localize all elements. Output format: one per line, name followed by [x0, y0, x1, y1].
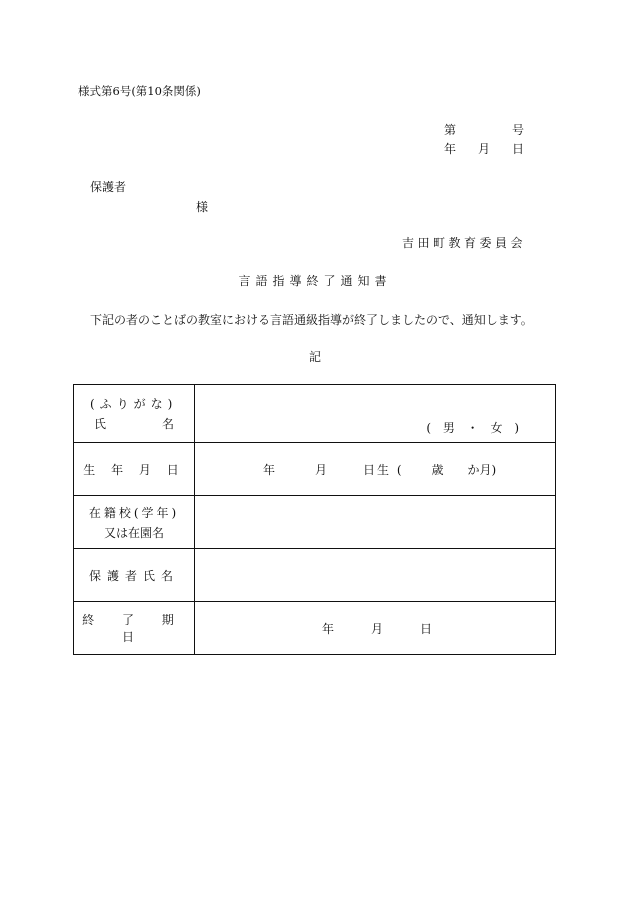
name-label-shi: 氏	[94, 417, 107, 431]
date-month: 月	[477, 142, 490, 156]
birth-fields	[195, 461, 555, 478]
end-date-label: 終 了 期 日	[74, 602, 195, 655]
notice-table	[73, 384, 556, 655]
addressee-label: 保護者	[90, 180, 127, 194]
end-date-value-cell[interactable]	[195, 602, 556, 655]
issue-date-line	[444, 143, 524, 155]
school-value-cell[interactable]	[195, 496, 556, 549]
birth-age: 歳	[431, 462, 444, 477]
document-number-line	[444, 124, 524, 136]
name-label-cell	[74, 385, 195, 443]
name-value-cell[interactable]	[195, 385, 556, 443]
table-row-end-date	[74, 602, 556, 655]
end-date-fields	[195, 620, 555, 637]
ki-heading: 記	[308, 350, 321, 364]
document-title: 言語指導終了通知書	[238, 274, 392, 288]
end-month: 月	[371, 621, 384, 636]
guardian-name-label: 保護者氏名	[74, 549, 195, 602]
table-row-school	[74, 496, 556, 549]
school-label-cell	[74, 496, 195, 549]
furigana-label-text: (ふりがな)	[90, 397, 178, 411]
school-label-2: 又は在園名	[103, 525, 164, 540]
gender-options: ( 男 ・ 女 )	[426, 421, 523, 435]
end-day: 日	[420, 621, 433, 636]
form-number: 様式第6号(第10条関係)	[78, 84, 201, 98]
body-text: 下記の者のことばの教室における言語通級指導が終了しましたので、通知します。	[90, 313, 533, 327]
table-row-birth	[74, 443, 556, 496]
end-year: 年	[322, 621, 335, 636]
addressee-honorific: 様	[196, 200, 209, 214]
guardian-name-value-cell[interactable]	[195, 549, 556, 602]
name-label	[94, 415, 174, 432]
date-year: 年	[444, 142, 457, 156]
birth-day: 日生 (	[363, 462, 404, 477]
name-label-mei: 名	[161, 417, 174, 431]
birth-label: 生 年 月 日	[74, 443, 195, 496]
table-row-name	[74, 385, 556, 443]
birth-months: か月)	[467, 462, 497, 477]
number-go: 号	[511, 123, 524, 137]
birth-month: 月	[315, 462, 328, 477]
issuer-name: 吉田町教育委員会	[401, 236, 526, 250]
table-row-guardian	[74, 549, 556, 602]
number-dai: 第	[444, 123, 457, 137]
school-label-1: 在籍校(学年)	[88, 505, 180, 520]
birth-year: 年	[263, 462, 276, 477]
date-day: 日	[511, 142, 524, 156]
birth-value-cell[interactable]	[195, 443, 556, 496]
furigana-label	[90, 395, 178, 412]
